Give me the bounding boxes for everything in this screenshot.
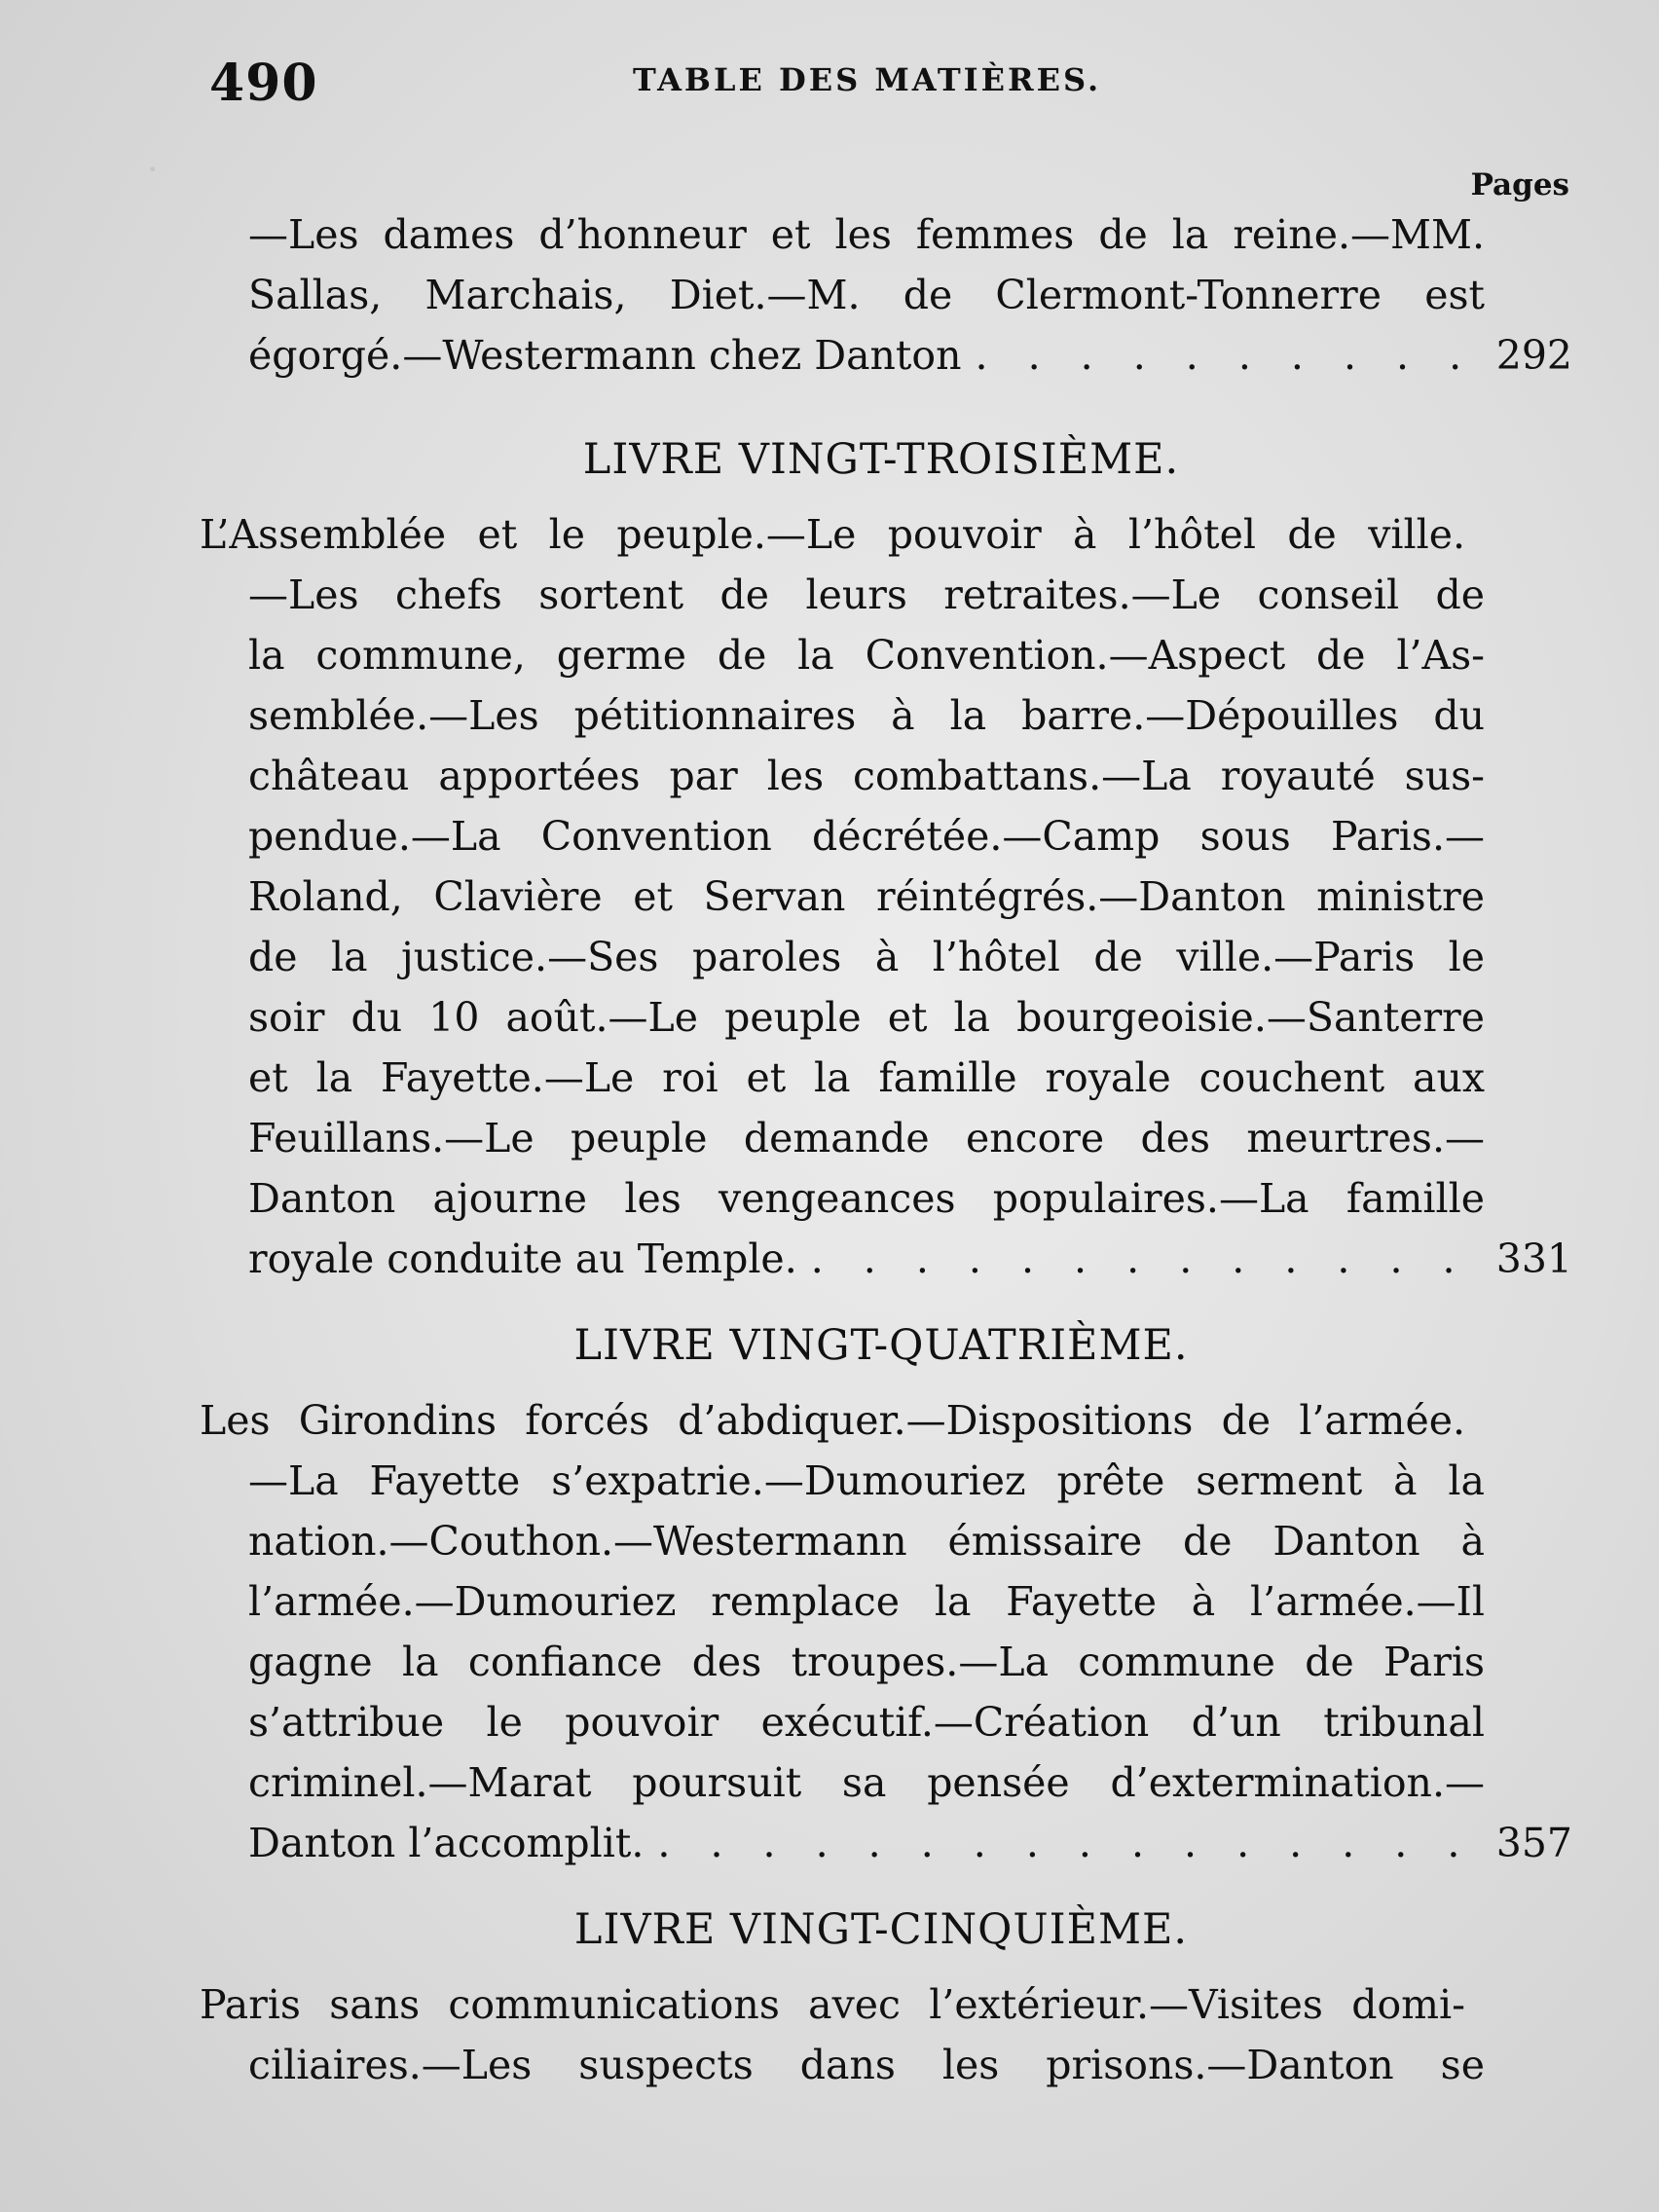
toc-line: [200, 685, 1572, 746]
page-reference: 357: [1495, 1820, 1572, 1866]
book-heading: LIVRE VINGT-QUATRIÈME.: [573, 1321, 1189, 1370]
page-number: 490: [209, 54, 318, 113]
toc-line-text: —La Fayette s’expatrie.—Dumouriez prête serment à la: [248, 1457, 1485, 1504]
toc-line: [200, 806, 1572, 866]
toc-line-text: L’Assemblée et le peuple.—Le pouvoir à l’hôtel de ville.: [200, 511, 1465, 558]
toc-line-text: la commune, germe de la Convention.—Aspect de l’As-: [248, 632, 1485, 679]
toc-line: [200, 866, 1572, 927]
toc-line: [200, 1632, 1572, 1692]
toc-line-text: Feuillans.—Le peuple demande encore des meurtres.—: [248, 1115, 1485, 1161]
toc-line: [200, 1974, 1572, 2035]
toc-line-text: semblée.—Les pétitionnaires à la barre.—Dépouilles du: [248, 692, 1485, 739]
pages-column-label: Pages: [1470, 167, 1569, 203]
toc-line-text: Danton l’accomplit.: [248, 1820, 645, 1866]
toc-line-text: l’armée.—Dumouriez remplace la Fayette à l’armée.—Il: [248, 1578, 1485, 1625]
toc-line-text: Roland, Clavière et Servan réintégrés.—Danton ministre: [248, 873, 1485, 920]
toc-line: [200, 987, 1572, 1048]
toc-entry-continued: [200, 204, 1572, 386]
show-through-text: ·: [146, 147, 160, 191]
toc-line: [200, 1571, 1572, 1632]
spacer: [200, 1289, 1572, 1301]
toc-line-text: Les Girondins forcés d’abdiquer.—Dispositions de l’armée.: [200, 1397, 1465, 1444]
toc-line: [200, 1511, 1572, 1571]
spacer: [200, 1873, 1572, 1885]
toc-line-text: soir du 10 août.—Le peuple et la bourgeoisie.—Santerre: [248, 994, 1485, 1041]
toc-entry: [200, 1390, 1572, 1873]
toc-line: [200, 1108, 1572, 1168]
toc-entry: [200, 504, 1572, 1289]
toc-line: [200, 1752, 1572, 1813]
toc-line-text: ciliaires.—Les suspects dans les prisons.—Danton se: [248, 2042, 1485, 2088]
toc-line: [200, 1451, 1572, 1511]
toc-line-text: pendue.—La Convention décrétée.—Camp sous Paris.—: [248, 813, 1485, 860]
toc-line: [200, 504, 1572, 565]
toc-line-text: criminel.—Marat poursuit sa pensée d’extermination.—: [248, 1759, 1485, 1806]
page-header: [209, 54, 1572, 112]
toc-line-last: [200, 325, 1572, 386]
toc-line-text: château apportées par les combattans.—La royauté sus-: [248, 753, 1485, 799]
toc-line: [200, 1692, 1572, 1752]
toc-line-text: gagne la confiance des troupes.—La commune de Paris: [248, 1639, 1485, 1685]
toc-line: [200, 1168, 1572, 1229]
toc-line: [200, 1390, 1572, 1451]
toc-line: [200, 2035, 1572, 2095]
toc-line: [200, 927, 1572, 987]
toc-line-text: nation.—Couthon.—Westermann émissaire de Danton à: [248, 1518, 1485, 1565]
toc-line-last: [200, 1813, 1572, 1873]
toc-line: [200, 746, 1572, 806]
toc-line-text: et la Fayette.—Le roi et la famille royale couchent aux: [248, 1054, 1485, 1101]
dot-leaders: [644, 1813, 1485, 1873]
book-heading: LIVRE VINGT-TROISIÈME.: [582, 435, 1180, 484]
dot-leaders: [797, 1229, 1485, 1289]
toc-line: [200, 204, 1572, 265]
dot-leaders: [962, 325, 1486, 386]
page-reference: 331: [1495, 1235, 1572, 1282]
page-reference: 292: [1495, 332, 1572, 379]
toc-line-text: —Les chefs sortent de leurs retraites.—Le conseil de: [248, 571, 1485, 618]
toc-line-text: Danton ajourne les vengeances populaires.—La famille: [248, 1175, 1485, 1222]
toc-line-last: [200, 1229, 1572, 1289]
toc-entry: [200, 1974, 1572, 2095]
spacer: [200, 386, 1572, 415]
toc-line: [200, 1048, 1572, 1108]
toc-line: [200, 265, 1572, 325]
toc-line-text: de la justice.—Ses paroles à l’hôtel de ville.—Paris le: [248, 934, 1485, 980]
toc-line-text: royale conduite au Temple.: [248, 1235, 797, 1282]
toc-line: [200, 625, 1572, 685]
book-heading: LIVRE VINGT-CINQUIÈME.: [573, 1905, 1189, 1954]
table-of-contents: [200, 204, 1572, 2095]
running-title: TABLE DES MATIÈRES.: [633, 61, 1102, 98]
toc-line-text: Sallas, Marchais, Diet.—M. de Clermont-Tonnerre est: [248, 272, 1485, 318]
toc-line: [200, 565, 1572, 625]
toc-line-text: —Les dames d’honneur et les femmes de la reine.—MM.: [248, 211, 1485, 258]
toc-line-text: Paris sans communications avec l’extérieur.—Visites domi-: [200, 1981, 1465, 2028]
toc-line-text: s’attribue le pouvoir exécutif.—Création d’un tribunal: [248, 1699, 1485, 1746]
toc-line-text: égorgé.—Westermann chez Danton: [248, 332, 962, 379]
